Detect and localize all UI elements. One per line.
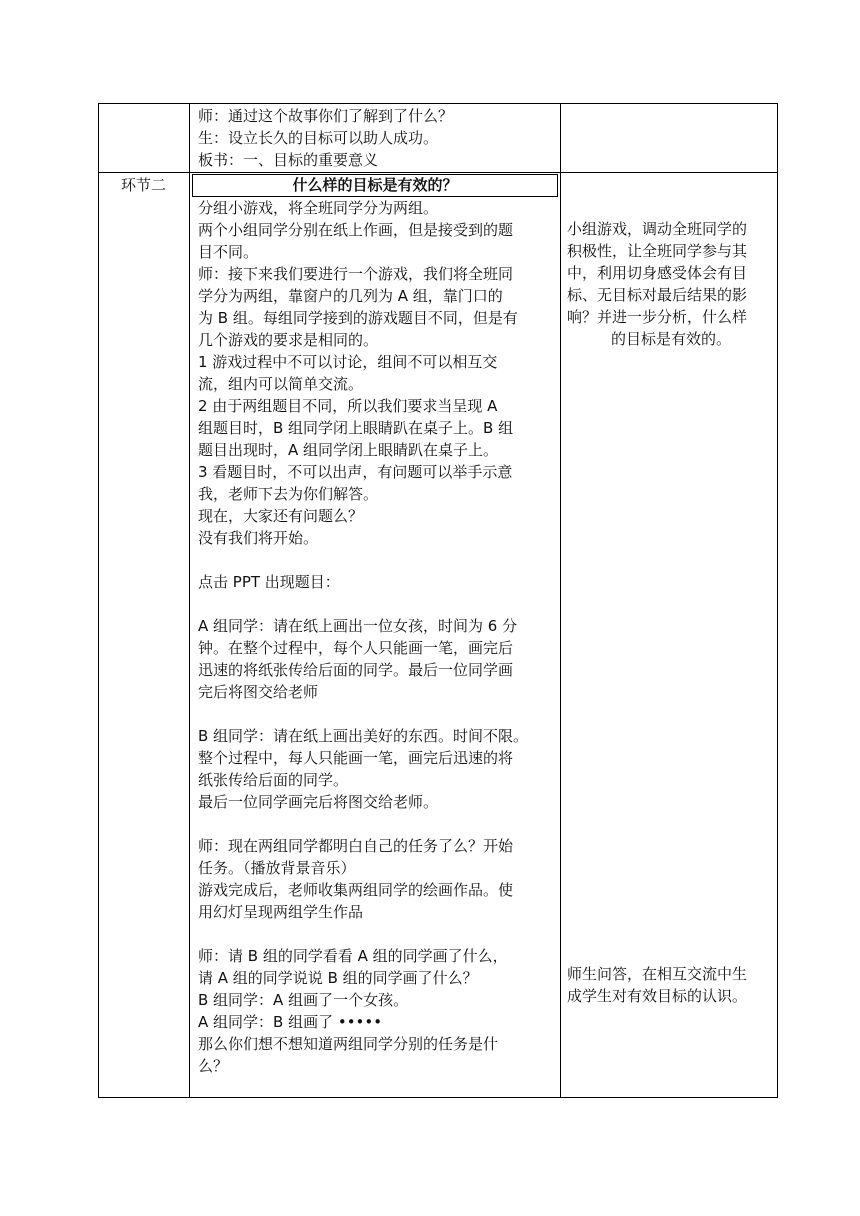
text-line: 3 看题目时，不可以出声，有问题可以举手示意 (198, 463, 513, 481)
notes-block-1 (567, 218, 775, 350)
text-line: 任务。（播放背景音乐） (198, 859, 356, 877)
text-line: 师：请 B 组的同学看看 A 组的同学画了什么， (198, 947, 508, 965)
text-line: 板书：一、目标的重要意义 (198, 151, 379, 169)
note-line: 中，利用切身感受体会有目 (567, 264, 748, 282)
text-line: B 组同学：A 组画了一个女孩。 (198, 991, 409, 1009)
text-line: 完后将图交给老师 (198, 683, 319, 701)
text-line: 师：接下来我们要进行一个游戏，我们将全班同 (198, 265, 514, 283)
text-line: 为 B 组。每组同学接到的游戏题目不同，但是有 (198, 309, 518, 327)
text-line: 请 A 组的同学说说 B 组的同学画了什么？ (198, 969, 478, 987)
blank-line (198, 813, 558, 835)
text-line: 流，组内可以简单交流。 (198, 375, 364, 393)
row2-content-cell (198, 197, 558, 1077)
notes-block-2 (567, 963, 775, 1007)
text-line: 组题目时，B 组同学闭上眼睛趴在桌子上。B 组 (198, 419, 514, 437)
text-line: A 组同学：请在纸上画出一位女孩，时间为 6 分 (198, 617, 518, 635)
lesson-plan-table (98, 103, 778, 1098)
text-line: 用幻灯呈现两组学生作品 (198, 903, 364, 921)
row1-content-cell (198, 105, 558, 171)
text-line: 点击 PPT 出现题目： (198, 573, 340, 591)
text-line: 师：现在两组同学都明白自己的任务了么？开始 (198, 837, 514, 855)
row-divider (98, 172, 778, 173)
text-line: 游戏完成后，老师收集两组同学的绘画作品。使 (198, 881, 514, 899)
table-bottom-border (98, 1097, 778, 1098)
text-line: 现在，大家还有问题么？ (198, 507, 364, 525)
blank-line (198, 593, 558, 615)
column-divider-1 (189, 103, 190, 1098)
text-line: 我，老师下去为你们解答。 (198, 485, 379, 503)
text-line: 没有我们将开始。 (198, 529, 319, 547)
text-line: 几个游戏的要求是相同的。 (198, 331, 379, 349)
column-divider-2 (560, 103, 561, 1098)
text-line: 钟。在整个过程中，每个人只能画一笔，画完后 (198, 639, 514, 657)
table-top-border (98, 103, 778, 104)
text-line: 纸张传给后面的同学。 (198, 771, 349, 789)
text-line: 那么你们想不想知道两组同学分别的任务是什 (198, 1035, 499, 1053)
section-heading-cell (193, 174, 557, 196)
text-line: 1 游戏过程中不可以讨论，组间不可以相互交 (198, 353, 498, 371)
table-left-border (98, 103, 99, 1098)
blank-line (198, 549, 558, 571)
note-line: 的目标是有效的。 (610, 330, 731, 348)
text-line: A 组同学：B 组画了 ••••• (198, 1013, 383, 1031)
note-line: 师生问答，在相互交流中生 (567, 965, 748, 983)
note-line: 响？并进一步分析，什么样 (567, 308, 748, 326)
note-line: 标、无目标对最后结果的影 (567, 286, 748, 304)
text-line: 2 由于两组题目不同，所以我们要求当呈现 A (198, 397, 498, 415)
text-line: 最后一位同学画完后将图交给老师。 (198, 793, 439, 811)
stage-label: 环节二 (120, 176, 166, 194)
text-line: 学分为两组，靠窗户的几列为 A 组，靠门口的 (198, 287, 503, 305)
blank-line (198, 923, 558, 945)
text-line: B 组同学：请在纸上画出美好的东西。时间不限。 (198, 727, 529, 745)
note-line: 积极性，让全班同学参与其 (567, 242, 748, 260)
text-line: 师：通过这个故事你们了解到了什么？ (198, 107, 454, 125)
note-line: 小组游戏，调动全班同学的 (567, 220, 748, 238)
text-line: 生：设立长久的目标可以助人成功。 (198, 129, 439, 147)
text-line: 整个过程中，每人只能画一笔，画完后迅速的将 (198, 749, 514, 767)
table-right-border (777, 103, 778, 1098)
text-line: 迅速的将纸张传给后面的同学。最后一位同学画 (198, 661, 514, 679)
section-heading: 什么样的目标是有效的？ (292, 176, 458, 194)
text-line: 分组小游戏，将全班同学分为两组。 (198, 199, 439, 217)
blank-line (198, 703, 558, 725)
heading-right-border (557, 174, 558, 197)
text-line: 两个小组同学分别在纸上作画，但是接受到的题 (198, 221, 514, 239)
stage-cell (98, 174, 189, 196)
note-line: 成学生对有效目标的认识。 (567, 987, 748, 1005)
text-line: 题目出现时，A 组同学闭上眼睛趴在桌子上。 (198, 441, 499, 459)
text-line: 么？ (198, 1057, 229, 1075)
text-line: 目不同。 (198, 243, 259, 261)
